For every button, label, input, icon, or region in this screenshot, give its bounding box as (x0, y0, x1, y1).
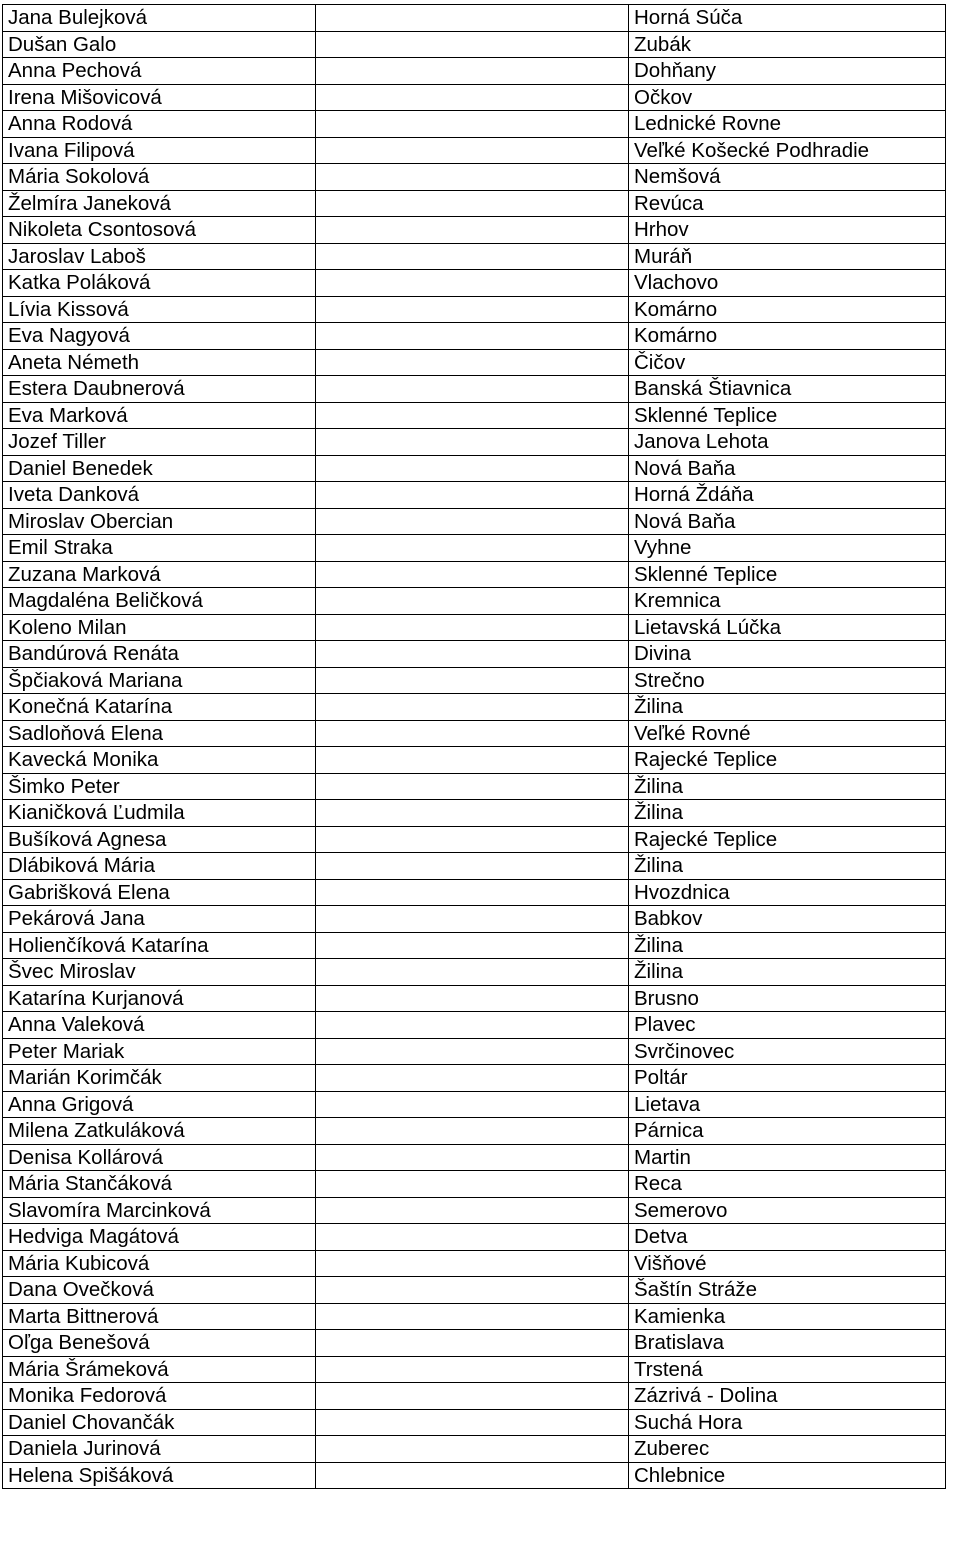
place-cell: Hvozdnica (629, 879, 946, 906)
empty-cell (316, 1356, 629, 1383)
empty-cell (316, 1462, 629, 1489)
table-row (3, 932, 946, 959)
name-cell: Slavomíra Marcinková (3, 1197, 316, 1224)
table-row (3, 1462, 946, 1489)
empty-cell (316, 773, 629, 800)
empty-cell (316, 323, 629, 350)
table-row (3, 694, 946, 721)
name-cell: Anna Valeková (3, 1012, 316, 1039)
place-cell: Strečno (629, 667, 946, 694)
place-cell: Suchá Hora (629, 1409, 946, 1436)
name-cell: Želmíra Janeková (3, 190, 316, 217)
name-cell: Jozef Tiller (3, 429, 316, 456)
place-cell: Chlebnice (629, 1462, 946, 1489)
name-cell: Jaroslav Laboš (3, 243, 316, 270)
name-cell: Milena Zatkuláková (3, 1118, 316, 1145)
table-row (3, 1091, 946, 1118)
place-cell: Janova Lehota (629, 429, 946, 456)
empty-cell (316, 84, 629, 111)
table-row (3, 1303, 946, 1330)
empty-cell (316, 270, 629, 297)
name-cell: Katka Poláková (3, 270, 316, 297)
empty-cell (316, 932, 629, 959)
table-row (3, 323, 946, 350)
name-cell: Gabrišková Elena (3, 879, 316, 906)
place-cell: Lietava (629, 1091, 946, 1118)
empty-cell (316, 1224, 629, 1251)
empty-cell (316, 243, 629, 270)
place-cell: Veľké Rovné (629, 720, 946, 747)
place-cell: Čičov (629, 349, 946, 376)
table-row (3, 376, 946, 403)
name-cell: Magdaléna Beličková (3, 588, 316, 615)
table-row (3, 1171, 946, 1198)
table-row (3, 429, 946, 456)
name-cell: Špčiaková Mariana (3, 667, 316, 694)
empty-cell (316, 1091, 629, 1118)
table-row (3, 1330, 946, 1357)
name-cell: Holienčíková Katarína (3, 932, 316, 959)
empty-cell (316, 1277, 629, 1304)
name-cell: Daniel Benedek (3, 455, 316, 482)
table-row (3, 217, 946, 244)
name-cell: Anna Pechová (3, 58, 316, 85)
name-cell: Daniel Chovančák (3, 1409, 316, 1436)
name-cell: Bušíková Agnesa (3, 826, 316, 853)
empty-cell (316, 482, 629, 509)
place-cell: Babkov (629, 906, 946, 933)
place-cell: Žilina (629, 773, 946, 800)
place-cell: Poltár (629, 1065, 946, 1092)
empty-cell (316, 376, 629, 403)
place-cell: Horná Ždáňa (629, 482, 946, 509)
table-row (3, 190, 946, 217)
empty-cell (316, 31, 629, 58)
empty-cell (316, 1383, 629, 1410)
table-row (3, 270, 946, 297)
empty-cell (316, 296, 629, 323)
empty-cell (316, 641, 629, 668)
name-cell: Kavecká Monika (3, 747, 316, 774)
name-cell: Dana Ovečková (3, 1277, 316, 1304)
table-row (3, 508, 946, 535)
name-cell: Marián Korimčák (3, 1065, 316, 1092)
name-cell: Peter Mariak (3, 1038, 316, 1065)
table-row (3, 800, 946, 827)
name-cell: Helena Spišáková (3, 1462, 316, 1489)
empty-cell (316, 614, 629, 641)
place-cell: Šaštín Stráže (629, 1277, 946, 1304)
table-row (3, 243, 946, 270)
table-row (3, 1409, 946, 1436)
empty-cell (316, 747, 629, 774)
name-cell: Oľga Benešová (3, 1330, 316, 1357)
empty-cell (316, 1171, 629, 1198)
table-row (3, 1118, 946, 1145)
name-cell: Irena Mišovicová (3, 84, 316, 111)
empty-cell (316, 1118, 629, 1145)
empty-cell (316, 1409, 629, 1436)
name-cell: Aneta Németh (3, 349, 316, 376)
empty-cell (316, 826, 629, 853)
name-cell: Monika Fedorová (3, 1383, 316, 1410)
name-cell: Eva Nagyová (3, 323, 316, 350)
table-row (3, 906, 946, 933)
place-cell: Martin (629, 1144, 946, 1171)
place-cell: Vyhne (629, 535, 946, 562)
place-cell: Zuberec (629, 1436, 946, 1463)
place-cell: Horná Súča (629, 5, 946, 32)
place-cell: Bratislava (629, 1330, 946, 1357)
empty-cell (316, 1303, 629, 1330)
place-cell: Vlachovo (629, 270, 946, 297)
table-row (3, 1356, 946, 1383)
name-cell: Nikoleta Csontosová (3, 217, 316, 244)
table-row (3, 614, 946, 641)
table-row (3, 455, 946, 482)
place-cell: Veľké Košecké Podhradie (629, 137, 946, 164)
table-row (3, 137, 946, 164)
name-cell: Jana Bulejková (3, 5, 316, 32)
empty-cell (316, 853, 629, 880)
empty-cell (316, 217, 629, 244)
empty-cell (316, 1038, 629, 1065)
table-row (3, 747, 946, 774)
table-row (3, 58, 946, 85)
name-cell: Emil Straka (3, 535, 316, 562)
table-row (3, 1197, 946, 1224)
empty-cell (316, 1250, 629, 1277)
empty-cell (316, 1065, 629, 1092)
place-cell: Žilina (629, 800, 946, 827)
place-cell: Komárno (629, 323, 946, 350)
place-cell: Dohňany (629, 58, 946, 85)
empty-cell (316, 667, 629, 694)
place-cell: Nová Baňa (629, 455, 946, 482)
table-row (3, 296, 946, 323)
place-cell: Muráň (629, 243, 946, 270)
empty-cell (316, 985, 629, 1012)
table-row (3, 84, 946, 111)
empty-cell (316, 561, 629, 588)
table-row (3, 1144, 946, 1171)
place-cell: Hrhov (629, 217, 946, 244)
name-cell: Mária Kubicová (3, 1250, 316, 1277)
empty-cell (316, 1436, 629, 1463)
name-cell: Lívia Kissová (3, 296, 316, 323)
empty-cell (316, 508, 629, 535)
empty-cell (316, 111, 629, 138)
name-cell: Denisa Kollárová (3, 1144, 316, 1171)
place-cell: Žilina (629, 959, 946, 986)
place-cell: Lietavská Lúčka (629, 614, 946, 641)
table-row (3, 1038, 946, 1065)
place-cell: Žilina (629, 932, 946, 959)
empty-cell (316, 879, 629, 906)
place-cell: Sklenné Teplice (629, 561, 946, 588)
name-cell: Anna Grigová (3, 1091, 316, 1118)
place-cell: Rajecké Teplice (629, 826, 946, 853)
place-cell: Sklenné Teplice (629, 402, 946, 429)
name-cell: Kianičková Ľudmila (3, 800, 316, 827)
table-row (3, 1250, 946, 1277)
table-row (3, 1065, 946, 1092)
table-row (3, 1436, 946, 1463)
table-row (3, 561, 946, 588)
place-cell: Nemšová (629, 164, 946, 191)
name-cell: Dlábiková Mária (3, 853, 316, 880)
empty-cell (316, 720, 629, 747)
name-cell: Miroslav Obercian (3, 508, 316, 535)
name-cell: Iveta Danková (3, 482, 316, 509)
table-row (3, 482, 946, 509)
name-cell: Estera Daubnerová (3, 376, 316, 403)
name-cell: Katarína Kurjanová (3, 985, 316, 1012)
name-cell: Dušan Galo (3, 31, 316, 58)
place-cell: Rajecké Teplice (629, 747, 946, 774)
empty-cell (316, 429, 629, 456)
place-cell: Semerovo (629, 1197, 946, 1224)
empty-cell (316, 959, 629, 986)
table-row (3, 349, 946, 376)
place-cell: Žilina (629, 694, 946, 721)
place-cell: Brusno (629, 985, 946, 1012)
place-cell: Višňové (629, 1250, 946, 1277)
table-row (3, 853, 946, 880)
table-row (3, 879, 946, 906)
place-cell: Očkov (629, 84, 946, 111)
name-cell: Marta Bittnerová (3, 1303, 316, 1330)
place-cell: Reca (629, 1171, 946, 1198)
table-row (3, 402, 946, 429)
empty-cell (316, 1197, 629, 1224)
place-cell: Nová Baňa (629, 508, 946, 535)
place-cell: Komárno (629, 296, 946, 323)
table-row (3, 5, 946, 32)
table-row (3, 31, 946, 58)
table-row (3, 773, 946, 800)
empty-cell (316, 1330, 629, 1357)
place-cell: Divina (629, 641, 946, 668)
place-cell: Kremnica (629, 588, 946, 615)
name-cell: Daniela Jurinová (3, 1436, 316, 1463)
empty-cell (316, 402, 629, 429)
table-row (3, 959, 946, 986)
table-row (3, 164, 946, 191)
name-cell: Sadloňová Elena (3, 720, 316, 747)
name-cell: Eva Marková (3, 402, 316, 429)
table-row (3, 588, 946, 615)
empty-cell (316, 588, 629, 615)
name-cell: Mária Šrámeková (3, 1356, 316, 1383)
table-row (3, 667, 946, 694)
empty-cell (316, 694, 629, 721)
table-row (3, 1224, 946, 1251)
empty-cell (316, 1012, 629, 1039)
empty-cell (316, 164, 629, 191)
table-row (3, 641, 946, 668)
empty-cell (316, 535, 629, 562)
place-cell: Revúca (629, 190, 946, 217)
place-cell: Svrčinovec (629, 1038, 946, 1065)
name-cell: Švec Miroslav (3, 959, 316, 986)
name-cell: Konečná Katarína (3, 694, 316, 721)
place-cell: Párnica (629, 1118, 946, 1145)
name-cell: Anna Rodová (3, 111, 316, 138)
empty-cell (316, 137, 629, 164)
empty-cell (316, 800, 629, 827)
place-cell: Žilina (629, 853, 946, 880)
table-row (3, 826, 946, 853)
place-cell: Kamienka (629, 1303, 946, 1330)
table-row (3, 111, 946, 138)
table-row (3, 720, 946, 747)
empty-cell (316, 349, 629, 376)
name-cell: Šimko Peter (3, 773, 316, 800)
name-cell: Bandúrová Renáta (3, 641, 316, 668)
name-cell: Mária Stančáková (3, 1171, 316, 1198)
place-cell: Trstená (629, 1356, 946, 1383)
table-row (3, 1277, 946, 1304)
empty-cell (316, 1144, 629, 1171)
name-cell: Ivana Filipová (3, 137, 316, 164)
table-body (3, 5, 946, 1489)
table-row (3, 535, 946, 562)
name-cell: Zuzana Marková (3, 561, 316, 588)
place-cell: Plavec (629, 1012, 946, 1039)
empty-cell (316, 5, 629, 32)
place-cell: Zubák (629, 31, 946, 58)
name-cell: Mária Sokolová (3, 164, 316, 191)
place-cell: Banská Štiavnica (629, 376, 946, 403)
place-cell: Zázrivá - Dolina (629, 1383, 946, 1410)
names-table (2, 4, 946, 1489)
empty-cell (316, 455, 629, 482)
name-cell: Koleno Milan (3, 614, 316, 641)
table-row (3, 1383, 946, 1410)
place-cell: Lednické Rovne (629, 111, 946, 138)
name-cell: Hedviga Magátová (3, 1224, 316, 1251)
place-cell: Detva (629, 1224, 946, 1251)
empty-cell (316, 58, 629, 85)
name-cell: Pekárová Jana (3, 906, 316, 933)
table-row (3, 985, 946, 1012)
empty-cell (316, 190, 629, 217)
empty-cell (316, 906, 629, 933)
table-row (3, 1012, 946, 1039)
